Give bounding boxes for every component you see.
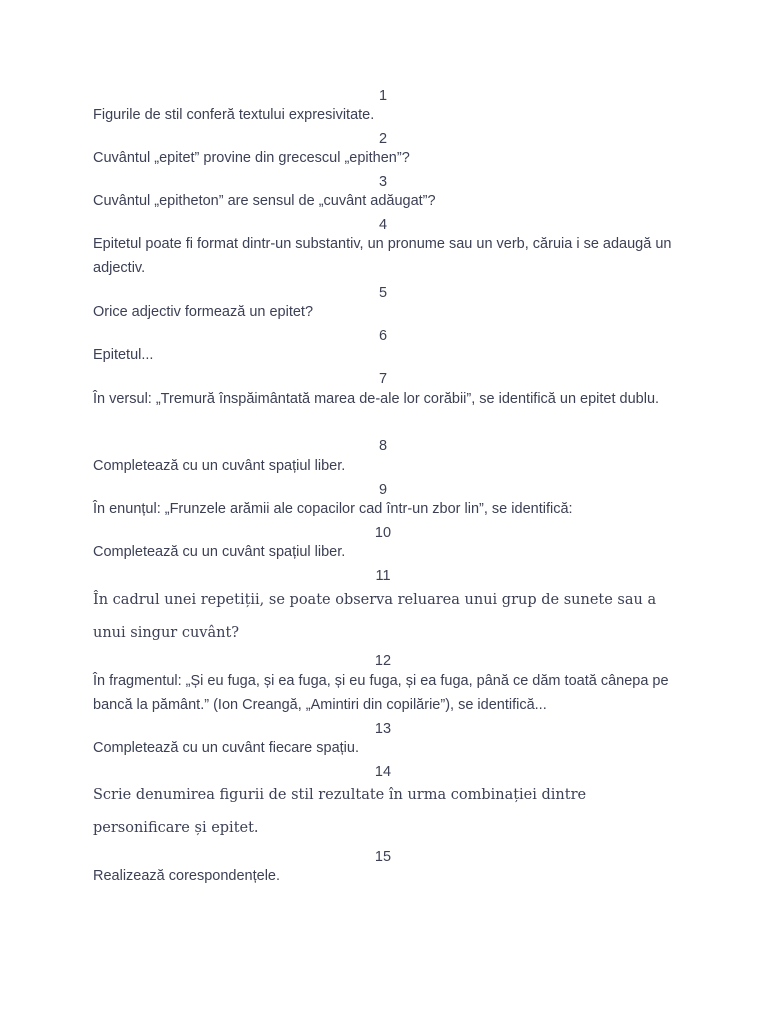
- question-number: 15: [374, 849, 392, 865]
- question-number: 12: [374, 653, 392, 669]
- question-number: 8: [378, 438, 388, 454]
- question-text: În fragmentul: „Și eu fuga, și ea fuga, și eu fuga, și ea fuga, până ce dăm toată cânepa pe bancă la pământ.” (Ion Creangă, „Amintiri din copilărie”), se identifică...: [93, 673, 669, 713]
- question-number: 4: [378, 217, 388, 233]
- question-number: 2: [378, 131, 388, 147]
- question-text: Epitetul poate fi format dintr-un substantiv, un pronume sau un verb, căruia i se adaugă un adjectiv.: [93, 236, 672, 276]
- question-text: Cuvântul „epitheton” are sensul de „cuvânt adăugat”?: [93, 193, 436, 209]
- question-text: Figurile de stil conferă textului expresivitate.: [93, 107, 375, 123]
- question-number: 3: [378, 174, 388, 190]
- question-number: 14: [374, 764, 392, 780]
- question-text: În cadrul unei repetiții, se poate observa reluarea unui grup de sunete sau a unui singur cuvânt?: [93, 592, 657, 641]
- question-number: 11: [375, 568, 391, 584]
- question-number: 13: [374, 721, 392, 737]
- question-number: 6: [378, 328, 388, 344]
- question-text: În enunțul: „Frunzele arămii ale copacilor cad într-un zbor lin”, se identifică:: [93, 501, 573, 517]
- question-text: Completează cu un cuvânt fiecare spațiu.: [93, 740, 359, 756]
- question-text: Completează cu un cuvânt spațiul liber.: [93, 458, 346, 474]
- question-text: Realizează corespondențele.: [93, 868, 281, 884]
- question-number: 7: [378, 371, 388, 387]
- question-text: Cuvântul „epitet” provine din grecescul „epithen”?: [93, 150, 410, 166]
- question-number: 9: [378, 482, 388, 498]
- question-text: În versul: „Tremură înspăimântată marea de-ale lor corăbii”, se identifică un epitet dublu.: [93, 391, 660, 407]
- question-text: Scrie denumirea figurii de stil rezultate în urma combinației dintre personificare și epitet.: [93, 787, 587, 836]
- question-text: Orice adjectiv formează un epitet?: [93, 304, 314, 320]
- question-text: Epitetul...: [93, 347, 154, 363]
- question-number: 10: [374, 525, 392, 541]
- question-number: 1: [378, 88, 388, 104]
- question-text: Completează cu un cuvânt spațiul liber.: [93, 544, 346, 560]
- question-number: 5: [378, 285, 388, 301]
